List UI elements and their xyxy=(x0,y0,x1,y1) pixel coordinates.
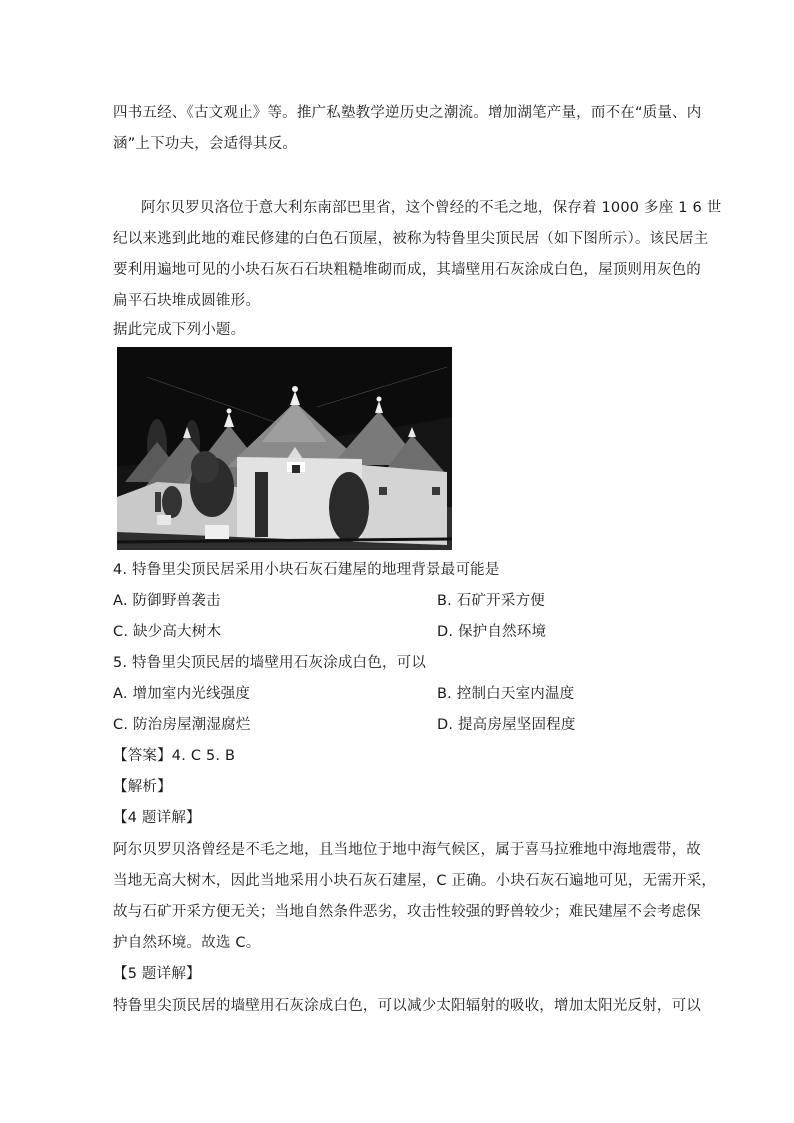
q5-option-b: B. 控制白天室内温度 xyxy=(437,686,575,702)
trulli-photo xyxy=(117,347,452,550)
q4-stem: 4. 特鲁里尖顶民居采用小块石灰石建屋的地理背景最可能是 xyxy=(113,562,500,578)
answer-line: 【答案】4. C 5. B xyxy=(113,748,236,764)
detail4-line-4: 护自然环境。故选 C。 xyxy=(113,935,261,951)
q4-option-d: D. 保护自然环境 xyxy=(437,624,547,640)
intro-line-1: 四书五经、《古文观止》等。推广私塾教学逆历史之潮流。增加湖笔产量，而不在“质量、内 xyxy=(113,105,702,121)
intro-line-2: 涵”上下功夫，会适得其反。 xyxy=(113,136,298,152)
q5-option-d: D. 提高房屋坚固程度 xyxy=(437,717,576,733)
passage-line-2: 纪以来逃到此地的难民修建的白色石顶屋，被称为特鲁里尖顶民居（如下图所示）。该民居主 xyxy=(113,231,709,247)
q4-option-b: B. 石矿开采方便 xyxy=(437,593,545,609)
q5-stem: 5. 特鲁里尖顶民居的墙壁用石灰涂成白色，可以 xyxy=(113,655,427,671)
detail4-line-3: 故与石矿开采方便无关；当地自然条件恶劣，攻击性较强的野兽较少；难民建屋不会考虑保 xyxy=(113,904,701,920)
q5-option-a: A. 增加室内光线强度 xyxy=(113,686,251,702)
detail4-line-1: 阿尔贝罗贝洛曾经是不毛之地，且当地位于地中海气候区，属于喜马拉雅地中海地震带，故 xyxy=(113,842,701,858)
passage-prompt: 据此完成下列小题。 xyxy=(113,322,246,338)
detail4-line-2: 当地无高大树木，因此当地采用小块石灰石建屋，C 正确。小块石灰石遍地可见，无需开采， xyxy=(113,873,717,889)
q5-option-c: C. 防治房屋潮湿腐烂 xyxy=(113,717,251,733)
passage-line-3: 要利用遍地可见的小块石灰石石块粗糙堆砌而成，其墙壁用石灰涂成白色，屋顶则用灰色的 xyxy=(113,262,701,278)
passage-line-1: 阿尔贝罗贝洛位于意大利东南部巴里省，这个曾经的不毛之地，保存着 1000 多座 1 6 世 xyxy=(141,200,722,216)
passage-line-4: 扁平石块堆成圆锥形。 xyxy=(113,293,260,309)
q4-option-c: C. 缺少高大树木 xyxy=(113,624,222,640)
detail4-label: 【4 题详解】 xyxy=(113,810,201,826)
detail5-label: 【5 题详解】 xyxy=(113,966,201,982)
analysis-label: 【解析】 xyxy=(113,779,172,795)
detail5-line-1: 特鲁里尖顶民居的墙壁用石灰涂成白色，可以减少太阳辐射的吸收，增加太阳光反射，可以 xyxy=(113,998,701,1014)
q4-option-a: A. 防御野兽袭击 xyxy=(113,593,221,609)
